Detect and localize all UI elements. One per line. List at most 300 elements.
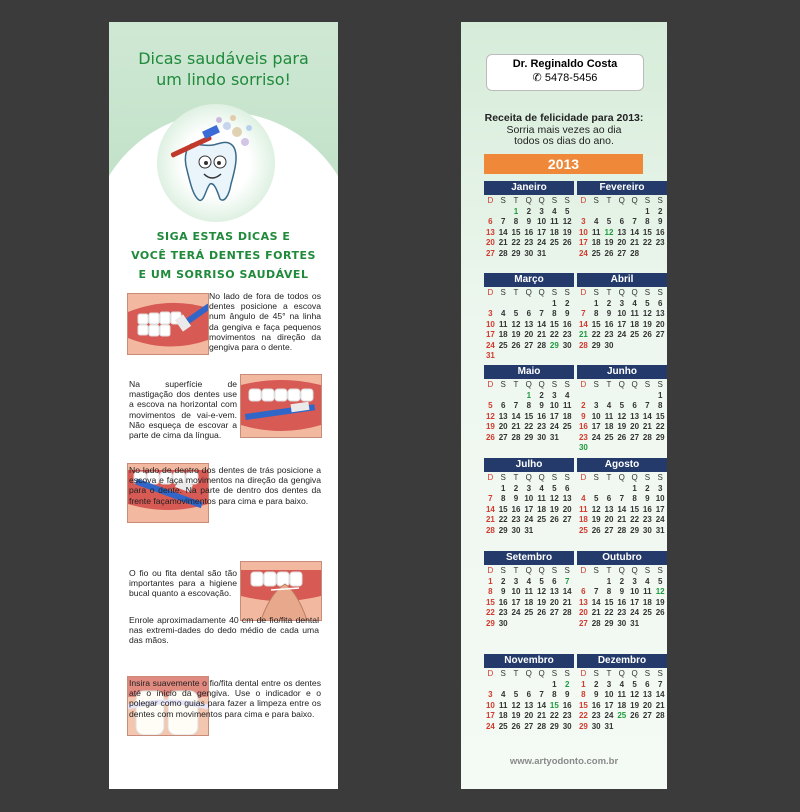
weekday-header: Q	[618, 380, 625, 389]
calendar-card	[461, 22, 667, 789]
day-cell: 23	[537, 422, 547, 431]
weekday-header: Q	[631, 669, 638, 678]
day-cell: 22	[642, 238, 652, 247]
day-cell: 14	[591, 597, 601, 607]
day-cell: 5	[552, 483, 557, 493]
weekday-header: D	[580, 566, 587, 575]
day-cell: 3	[619, 298, 625, 308]
weekday-header: Q	[618, 473, 625, 482]
day-cell: 2	[526, 206, 532, 216]
day-cell: 27	[524, 721, 534, 731]
month-days-grid	[484, 196, 574, 259]
day-cell: 5	[632, 679, 637, 689]
day-cell: 28	[630, 248, 640, 258]
weekday-header: Q	[525, 566, 532, 575]
empty-day-cell	[590, 577, 603, 588]
day-cell: 4	[632, 298, 637, 308]
day-cell: 6	[488, 217, 493, 226]
month-name: Fevereiro	[577, 181, 667, 195]
day-cell: 12	[511, 319, 521, 329]
weekday-header: D	[487, 473, 494, 482]
weekday-header: Q	[525, 288, 532, 297]
day-cell: 23	[511, 515, 521, 524]
day-cell: 5	[539, 576, 544, 586]
day-cell: 30	[562, 340, 572, 350]
day-cell: 3	[488, 690, 493, 699]
day-cell: 11	[537, 494, 546, 503]
day-cell: 23	[604, 330, 614, 339]
day-cell: 8	[552, 690, 557, 699]
day-cell: 12	[642, 309, 652, 318]
day-cell: 5	[619, 401, 625, 410]
day-cell: 10	[511, 587, 521, 596]
day-cell: 2	[539, 390, 544, 400]
day-cell: 15	[498, 504, 508, 514]
weekday-header: S	[657, 288, 663, 297]
subtitle-line3: E UM SORRISO SAUDÁVEL	[138, 268, 309, 281]
empty-day-cell	[615, 207, 628, 218]
day-cell: 20	[578, 608, 588, 617]
day-cell: 13	[617, 227, 627, 237]
empty-day-cell	[577, 391, 590, 402]
day-cell: 16	[642, 504, 652, 514]
day-cell: 16	[562, 319, 572, 329]
weekday-header: D	[580, 669, 587, 678]
empty-day-cell	[497, 391, 510, 402]
day-cell: 6	[581, 587, 586, 596]
day-cell: 24	[591, 432, 601, 442]
day-cell: 3	[593, 401, 599, 410]
weekday-header: T	[513, 566, 519, 575]
day-cell: 17	[591, 422, 601, 431]
empty-day-cell	[484, 207, 497, 218]
weekday-header: D	[487, 196, 494, 205]
day-cell: 29	[630, 525, 640, 535]
day-cell: 29	[604, 618, 614, 628]
day-cell: 18	[604, 422, 614, 431]
day-cell: 3	[657, 483, 663, 493]
weekday-header: S	[564, 669, 570, 678]
empty-day-cell	[590, 391, 603, 402]
day-cell: 15	[578, 700, 588, 710]
day-cell: 9	[593, 690, 599, 699]
weekday-header: Q	[618, 196, 625, 205]
day-cell: 10	[578, 227, 588, 237]
subtitle-line1: SIGA ESTAS DICAS E	[156, 230, 291, 243]
day-cell: 21	[578, 330, 588, 339]
day-cell: 12	[537, 587, 547, 596]
month-2	[577, 181, 667, 259]
day-cell: 1	[657, 390, 663, 400]
day-cell: 26	[591, 525, 601, 535]
day-cell: 7	[539, 309, 544, 318]
day-cell: 9	[500, 587, 506, 596]
empty-day-cell	[577, 577, 590, 588]
recipe-title: Receita de felicidade para 2013:	[484, 112, 644, 124]
day-cell: 23	[524, 238, 534, 247]
empty-day-cell	[577, 299, 590, 310]
day-cell: 29	[655, 432, 665, 442]
day-cell: 14	[485, 504, 495, 514]
day-cell: 18	[617, 700, 627, 710]
weekday-header: S	[564, 566, 570, 575]
day-cell: 19	[591, 515, 601, 524]
day-cell: 29	[591, 340, 601, 350]
day-cell: 30	[511, 525, 521, 535]
day-cell: 7	[513, 401, 519, 410]
month-name: Agosto	[577, 458, 667, 472]
day-cell: 15	[604, 597, 614, 607]
day-cell: 6	[606, 494, 612, 503]
day-cell: 19	[630, 700, 640, 710]
day-cell: 7	[593, 587, 599, 596]
day-cell: 17	[655, 504, 665, 514]
day-cell: 13	[485, 227, 495, 237]
day-cell: 2	[513, 483, 519, 493]
empty-day-cell	[484, 484, 497, 495]
day-cell: 9	[581, 411, 586, 421]
day-cell: 6	[645, 679, 650, 689]
day-cell: 3	[513, 576, 519, 586]
weekday-header: S	[500, 196, 506, 205]
day-cell: 13	[630, 411, 640, 421]
day-cell: 30	[591, 721, 601, 731]
day-cell: 24	[578, 248, 588, 258]
day-cell: 13	[562, 494, 572, 503]
weekday-header: S	[593, 196, 599, 205]
day-cell: 2	[645, 483, 650, 493]
day-cell: 9	[645, 494, 650, 503]
day-cell: 27	[524, 340, 534, 350]
day-cell: 19	[511, 330, 521, 339]
weekday-header: S	[551, 288, 558, 297]
weekday-header: D	[580, 288, 587, 297]
day-cell: 22	[524, 422, 534, 431]
month-name: Janeiro	[484, 181, 574, 195]
day-cell: 13	[655, 309, 665, 318]
weekday-header: S	[551, 669, 558, 678]
day-cell: 26	[511, 721, 521, 731]
weekday-header: T	[513, 380, 519, 389]
day-cell: 7	[539, 690, 544, 699]
day-cell: 30	[642, 525, 652, 535]
day-cell: 12	[562, 217, 572, 226]
day-cell: 20	[604, 515, 614, 524]
day-cell: 27	[578, 618, 588, 628]
weekday-header: D	[580, 473, 587, 482]
day-cell: 21	[537, 330, 547, 339]
empty-day-cell	[603, 484, 616, 495]
day-cell: 9	[564, 309, 570, 318]
weekday-header: Q	[525, 473, 532, 482]
recipe-line2: todos os dias do ano.	[514, 135, 614, 147]
day-cell: 20	[549, 597, 559, 607]
month-3	[484, 273, 574, 362]
empty-day-cell	[510, 391, 523, 402]
empty-day-cell	[615, 391, 628, 402]
empty-day-cell	[577, 484, 590, 495]
day-cell: 28	[537, 340, 547, 350]
day-cell: 12	[655, 587, 665, 596]
day-cell: 1	[513, 206, 519, 216]
day-cell: 23	[655, 238, 665, 247]
day-cell: 21	[562, 597, 572, 607]
day-cell: 26	[511, 340, 521, 350]
day-cell: 12	[549, 494, 559, 503]
day-cell: 26	[562, 238, 572, 247]
weekday-header: S	[551, 473, 558, 482]
weekday-header: D	[487, 380, 494, 389]
weekday-header: S	[657, 196, 663, 205]
weekday-header: S	[500, 669, 506, 678]
month-days-grid	[577, 566, 667, 629]
empty-day-cell	[577, 207, 590, 218]
day-cell: 9	[606, 309, 612, 318]
day-cell: 27	[549, 608, 559, 617]
day-cell: 24	[630, 608, 640, 617]
day-cell: 13	[524, 700, 534, 710]
day-cell: 3	[632, 576, 637, 586]
day-cell: 4	[581, 494, 586, 503]
day-cell: 29	[578, 721, 588, 731]
day-cell: 21	[591, 608, 601, 617]
day-cell: 28	[642, 432, 652, 442]
month-name: Setembro	[484, 551, 574, 565]
day-cell: 14	[537, 319, 547, 329]
day-cell: 28	[537, 721, 547, 731]
day-cell: 24	[537, 238, 547, 247]
day-cell: 27	[617, 248, 627, 258]
month-9	[484, 551, 574, 629]
day-cell: 1	[526, 390, 532, 400]
day-cell: 15	[511, 227, 521, 237]
weekday-header: Q	[538, 566, 545, 575]
empty-day-cell	[628, 391, 641, 402]
day-cell: 15	[655, 411, 665, 421]
day-cell: 22	[511, 238, 521, 247]
month-days-grid	[577, 473, 667, 536]
day-cell: 18	[498, 330, 508, 339]
day-cell: 17	[578, 238, 588, 247]
day-cell: 18	[630, 319, 640, 329]
day-cell: 11	[604, 411, 614, 421]
day-cell: 8	[581, 690, 586, 699]
day-cell: 27	[604, 525, 614, 535]
day-cell: 4	[500, 309, 506, 318]
day-cell: 13	[524, 319, 534, 329]
day-cell: 3	[488, 309, 493, 318]
day-cell: 23	[498, 608, 508, 617]
day-cell: 3	[552, 390, 557, 400]
day-cell: 17	[537, 227, 547, 237]
day-cell: 29	[511, 248, 521, 258]
day-cell: 24	[549, 422, 559, 431]
day-cell: 1	[552, 679, 557, 689]
day-cell: 26	[485, 432, 495, 442]
month-days-grid	[577, 288, 667, 351]
flossing-illustration	[240, 561, 322, 621]
day-cell: 29	[549, 340, 559, 350]
day-cell: 20	[562, 504, 572, 514]
day-cell: 6	[500, 401, 506, 410]
weekday-header: T	[606, 288, 612, 297]
weekday-header: T	[606, 473, 612, 482]
month-days-grid	[484, 380, 574, 443]
day-cell: 5	[593, 494, 599, 503]
day-cell: 5	[657, 576, 663, 586]
day-cell: 14	[630, 227, 640, 237]
day-cell: 3	[539, 206, 544, 216]
day-cell: 19	[511, 711, 521, 720]
day-cell: 17	[604, 700, 614, 710]
day-cell: 11	[524, 587, 534, 596]
day-cell: 15	[549, 319, 559, 329]
day-cell: 11	[630, 309, 639, 318]
day-cell: 7	[488, 494, 493, 503]
card-title-line1: Dicas saudáveis para	[138, 49, 309, 68]
empty-day-cell	[603, 391, 616, 402]
weekday-header: Q	[538, 473, 545, 482]
day-cell: 11	[643, 587, 652, 596]
day-cell: 17	[549, 411, 559, 421]
weekday-header: T	[606, 669, 612, 678]
day-cell: 27	[562, 515, 572, 524]
month-name: Outubro	[577, 551, 667, 565]
day-cell: 13	[604, 504, 614, 514]
day-cell: 22	[498, 515, 508, 524]
weekday-header: S	[644, 196, 651, 205]
day-cell: 14	[562, 587, 572, 596]
day-cell: 24	[617, 330, 627, 339]
day-cell: 2	[581, 401, 586, 410]
day-cell: 14	[578, 319, 588, 329]
day-cell: 12	[591, 504, 601, 514]
day-cell: 4	[552, 206, 557, 216]
day-cell: 12	[511, 700, 521, 710]
empty-day-cell	[522, 680, 535, 691]
day-cell: 16	[537, 411, 547, 421]
weekday-header: S	[644, 669, 651, 678]
weekday-header: Q	[538, 288, 545, 297]
day-cell: 23	[562, 330, 572, 339]
doctor-name: Dr. Reginaldo Costa	[512, 58, 618, 70]
brushing-chewing-illustration	[240, 374, 322, 438]
day-cell: 26	[537, 608, 547, 617]
weekday-header: S	[644, 380, 651, 389]
day-cell: 15	[485, 597, 495, 607]
day-cell: 18	[562, 411, 572, 421]
weekday-header: Q	[618, 669, 625, 678]
day-cell: 1	[645, 206, 650, 216]
day-cell: 8	[500, 494, 506, 503]
day-cell: 27	[485, 248, 495, 258]
day-cell: 26	[549, 515, 559, 524]
day-cell: 7	[581, 309, 586, 318]
empty-day-cell	[535, 299, 548, 310]
month-days-grid	[484, 566, 574, 629]
tooth-mascot-image	[157, 104, 275, 222]
day-cell: 22	[591, 330, 601, 339]
weekday-header: S	[657, 669, 663, 678]
weekday-header: Q	[631, 566, 638, 575]
day-cell: 22	[549, 330, 559, 339]
day-cell: 1	[632, 483, 637, 493]
day-cell: 8	[593, 309, 599, 318]
day-cell: 2	[593, 679, 599, 689]
day-cell: 25	[591, 248, 601, 258]
weekday-header: D	[580, 196, 587, 205]
day-cell: 2	[500, 576, 506, 586]
day-cell: 14	[537, 700, 547, 710]
day-cell: 30	[604, 340, 614, 350]
day-cell: 23	[578, 432, 588, 442]
day-cell: 4	[606, 401, 612, 410]
day-cell: 9	[539, 401, 544, 410]
weekday-header: T	[606, 196, 612, 205]
day-cell: 31	[537, 248, 547, 258]
day-cell: 19	[562, 227, 572, 237]
day-cell: 14	[511, 411, 521, 421]
day-cell: 21	[630, 238, 640, 247]
brushing-outer-illustration	[127, 293, 209, 355]
day-cell: 26	[655, 608, 665, 617]
day-cell: 5	[488, 401, 493, 410]
day-cell: 5	[606, 217, 612, 226]
day-cell: 15	[591, 319, 601, 329]
day-cell: 31	[524, 525, 534, 535]
day-cell: 7	[564, 576, 570, 586]
day-cell: 18	[642, 597, 652, 607]
day-cell: 7	[645, 401, 650, 410]
day-cell: 28	[578, 340, 588, 350]
day-cell: 26	[630, 711, 640, 720]
day-cell: 18	[578, 515, 588, 524]
day-cell: 30	[617, 618, 627, 628]
day-cell: 2	[564, 679, 570, 689]
day-cell: 10	[524, 494, 534, 503]
day-cell: 6	[526, 690, 532, 699]
day-cell: 6	[564, 483, 570, 493]
day-cell: 1	[581, 679, 586, 689]
day-cell: 8	[657, 401, 663, 410]
day-cell: 10	[655, 494, 665, 503]
day-cell: 3	[581, 217, 586, 226]
month-days-grid	[577, 380, 667, 454]
tip-text-2: Na superfície de mastigação dos dentes use a escova na horizontal com movimentos de vai-e-vem. Não esqueça de escovar a parte de cima da língua.	[129, 379, 237, 441]
month-11	[484, 654, 574, 732]
month-8	[577, 458, 667, 536]
day-cell: 23	[591, 711, 601, 720]
day-cell: 15	[642, 227, 652, 237]
weekday-header: D	[487, 288, 494, 297]
day-cell: 30	[537, 432, 547, 442]
weekday-header: S	[657, 473, 663, 482]
day-cell: 21	[485, 515, 495, 524]
empty-day-cell	[628, 207, 641, 218]
day-cell: 13	[578, 597, 588, 607]
day-cell: 9	[513, 494, 519, 503]
day-cell: 6	[526, 309, 532, 318]
weekday-header: Q	[538, 196, 545, 205]
weekday-header: T	[513, 288, 519, 297]
month-4	[577, 273, 667, 351]
empty-day-cell	[510, 680, 523, 691]
day-cell: 19	[604, 238, 614, 247]
day-cell: 27	[655, 330, 665, 339]
day-cell: 1	[488, 576, 493, 586]
weekday-header: T	[606, 566, 612, 575]
day-cell: 24	[524, 515, 534, 524]
